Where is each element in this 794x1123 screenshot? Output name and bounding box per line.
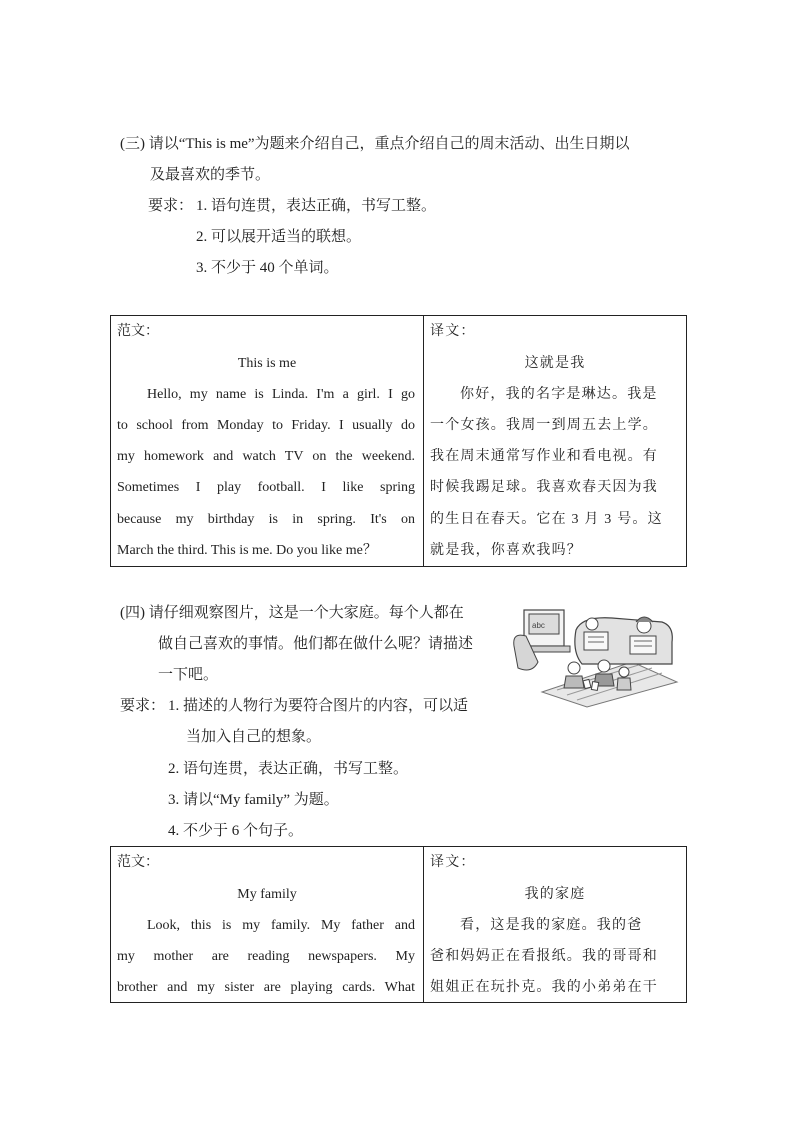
essay-line: brother and my sister are playing cards. What — [117, 980, 415, 995]
essay-line: Hello, my name is Linda. I'm a girl. I go — [147, 387, 415, 402]
translation-cell-chinese — [424, 847, 687, 1003]
section4-req2: 2. 语句连贯，表达正确，书写工整。 — [168, 761, 409, 777]
translation-line: 就是我，你喜欢我吗？ — [430, 543, 582, 558]
sample-essay-table-2 — [110, 846, 687, 1003]
translation-line: 姐姐正在玩扑克。我的小弟弟在干 — [430, 980, 658, 995]
translation-title: 我的家庭 — [524, 887, 586, 902]
section3-req3: 3. 不少于 40 个单词。 — [196, 260, 339, 276]
section4-title-line3: 一下吧。 — [158, 667, 219, 683]
translation-line: 一个女孩。我周一到周五去上学。 — [430, 418, 658, 433]
sample-essay-table-1 — [110, 315, 687, 567]
essay-line: Look, this is my family. My father and — [147, 918, 415, 933]
essay-cell-english — [111, 316, 424, 567]
section3-title-line2: 及最喜欢的季节。 — [150, 167, 271, 183]
section3-req1: 1. 语句连贯，表达正确，书写工整。 — [196, 198, 437, 214]
essay-label: 范文： — [117, 855, 159, 870]
translation-line: 爸和妈妈正在看报纸。我的哥哥和 — [430, 949, 658, 964]
essay-line: to school from Monday to Friday. I usually do — [117, 418, 415, 433]
family-scene-image — [512, 602, 684, 708]
translation-label: 译文： — [430, 855, 476, 870]
svg-text:abc: abc — [532, 621, 545, 630]
section4-requirements-label: 要求： — [120, 698, 166, 714]
translation-title: 这就是我 — [524, 356, 586, 371]
translation-label: 译文： — [430, 324, 476, 339]
translation-line: 看，这是我的家庭。我的爸 — [460, 918, 643, 933]
translation-line: 时候我踢足球。我喜欢春天因为我 — [430, 480, 658, 495]
section4-title-line1: (四) 请仔细观察图片，这是一个大家庭。每个人都在 — [120, 605, 464, 621]
translation-cell-chinese — [424, 316, 687, 567]
essay-line: my mother are reading newspapers. My — [117, 949, 415, 964]
section4-req3: 3. 请以“My family” 为题。 — [168, 792, 339, 808]
essay-line: my homework and watch TV on the weekend. — [117, 449, 415, 464]
section4-req1-line1: 1. 描述的人物行为要符合图片的内容，可以适 — [168, 698, 469, 714]
translation-line: 我在周末通常写作业和看电视。有 — [430, 449, 658, 464]
section4-title-line2: 做自己喜欢的事情。他们都在做什么呢？请描述 — [158, 636, 474, 652]
essay-cell-english — [111, 847, 424, 1003]
family-illustration — [512, 602, 684, 708]
section4-req1-line2: 当加入自己的想象。 — [186, 729, 322, 745]
section3-title-line1: (三) 请以“This is me”为题来介绍自己，重点介绍自己的周末活动、出生日期以 — [120, 136, 630, 152]
essay-title: This is me — [237, 356, 297, 371]
section3-requirements-label: 要求： — [148, 198, 194, 214]
section3-req2: 2. 可以展开适当的联想。 — [196, 229, 362, 245]
translation-line: 的生日在春天。它在 3 月 3 号。这 — [430, 512, 663, 527]
essay-line: because my birthday is in spring. It's on — [117, 512, 415, 527]
translation-line: 你好，我的名字是琳达。我是 — [460, 387, 658, 402]
section4-req4: 4. 不少于 6 个句子。 — [168, 823, 304, 839]
essay-line: Sometimes I play football. I like spring — [117, 480, 415, 495]
essay-label: 范文： — [117, 324, 159, 339]
essay-line: March the third. This is me. Do you like me？ — [117, 543, 377, 558]
essay-title: My family — [237, 887, 297, 902]
